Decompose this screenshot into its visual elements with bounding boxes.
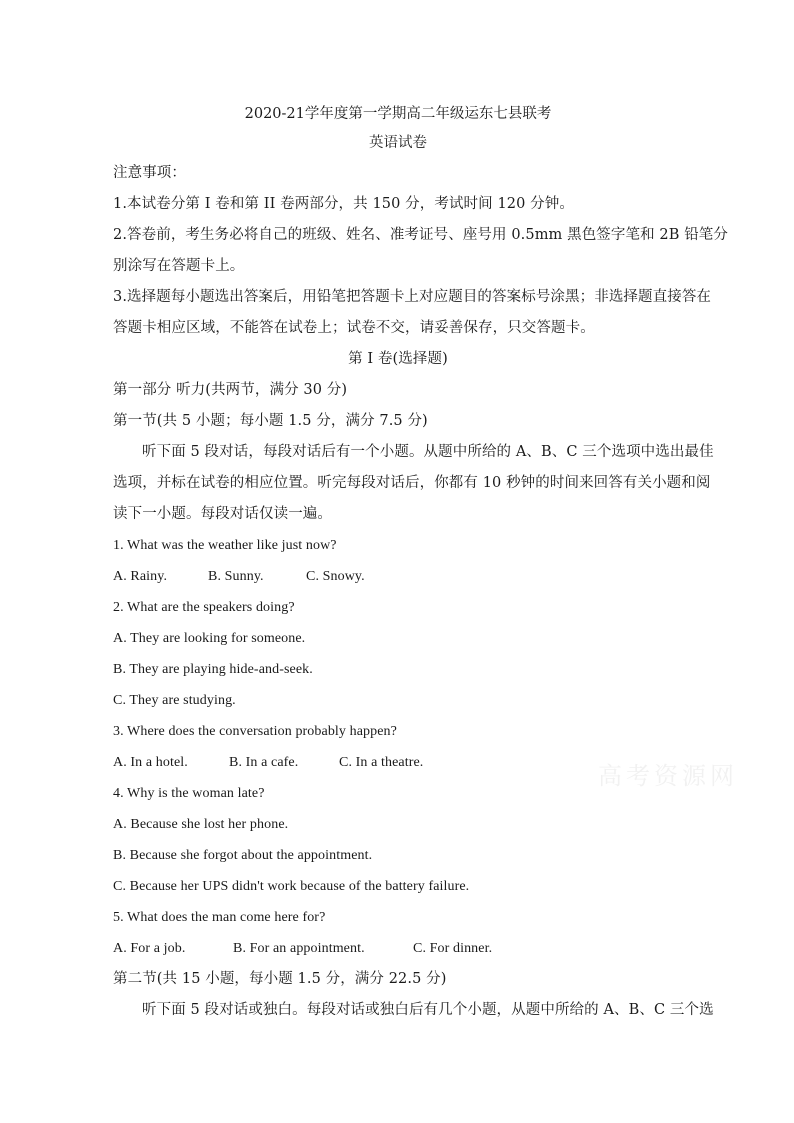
notice-item: 3.选择题每小题选出答案后，用铅笔把答题卡上对应题目的答案标号涂黑；非选择题直接答在 [113, 289, 712, 305]
option-a: A. In a hotel. [113, 755, 188, 770]
option-c: C. They are studying. [113, 693, 236, 708]
option-c: C. Because her UPS didn't work because of the battery failure. [113, 879, 470, 894]
option-b: B. They are playing hide-and-seek. [113, 662, 313, 677]
question-stem: 3. Where does the conversation probably happen? [113, 724, 397, 739]
option-a: A. Because she lost her phone. [113, 817, 289, 832]
option-a: A. They are looking for someone. [113, 631, 306, 646]
instruction-line: 读下一小题。每段对话仅读一遍。 [113, 506, 332, 522]
volume-heading: 第 I 卷(选择题) [348, 351, 448, 367]
section-heading: 第二节(共 15 小题，每小题 1.5 分，满分 22.5 分) [113, 971, 447, 987]
notice-heading: 注意事项： [113, 165, 186, 181]
option-row [113, 747, 683, 778]
notice-item: 别涂写在答题卡上。 [113, 258, 245, 274]
option-c: C. For dinner. [413, 941, 493, 956]
option-c: C. In a theatre. [339, 755, 424, 770]
notice-item: 2.答卷前，考生务必将自己的班级、姓名、准考证号、座号用 0.5mm 黑色签字笔和 2B 铅笔分 [113, 227, 729, 243]
notice-item: 1.本试卷分第 I 卷和第 II 卷两部分，共 150 分，考试时间 120 分钟。 [113, 196, 574, 212]
question-stem: 2. What are the speakers doing? [113, 600, 295, 615]
option-b: B. Because she forgot about the appointment. [113, 848, 373, 863]
instruction-line: 听下面 5 段对话或独白。每段对话或独白后有几个小题，从题中所给的 A、B、C 三个选 [142, 1002, 714, 1018]
option-b: B. For an appointment. [233, 941, 365, 956]
section-heading: 第一节(共 5 小题；每小题 1.5 分，满分 7.5 分) [113, 413, 428, 429]
option-row [113, 561, 683, 592]
instruction-line: 选项，并标在试卷的相应位置。听完每段对话后，你都有 10 秒钟的时间来回答有关小题和阅 [113, 475, 711, 491]
option-row [113, 933, 683, 964]
option-b: B. Sunny. [208, 569, 264, 584]
notice-item: 答题卡相应区域，不能答在试卷上；试卷不交，请妥善保存，只交答题卡。 [113, 320, 595, 336]
part-heading: 第一部分 听力(共两节，满分 30 分) [113, 382, 348, 398]
question-stem: 4. Why is the woman late? [113, 786, 265, 801]
option-a: A. Rainy. [113, 569, 168, 584]
instruction-line: 听下面 5 段对话，每段对话后有一个小题。从题中所给的 A、B、C 三个选项中选出最佳 [142, 444, 714, 460]
question-stem: 5. What does the man come here for? [113, 910, 326, 925]
page-title: 2020-21学年度第一学期高二年级运东七县联考 [244, 106, 552, 122]
watermark-text: 高考资源网 [598, 762, 738, 790]
option-c: C. Snowy. [306, 569, 365, 584]
option-b: B. In a cafe. [229, 755, 299, 770]
question-stem: 1. What was the weather like just now? [113, 538, 337, 553]
option-a: A. For a job. [113, 941, 186, 956]
exam-page [113, 100, 729, 1026]
page-subtitle: 英语试卷 [369, 135, 427, 151]
